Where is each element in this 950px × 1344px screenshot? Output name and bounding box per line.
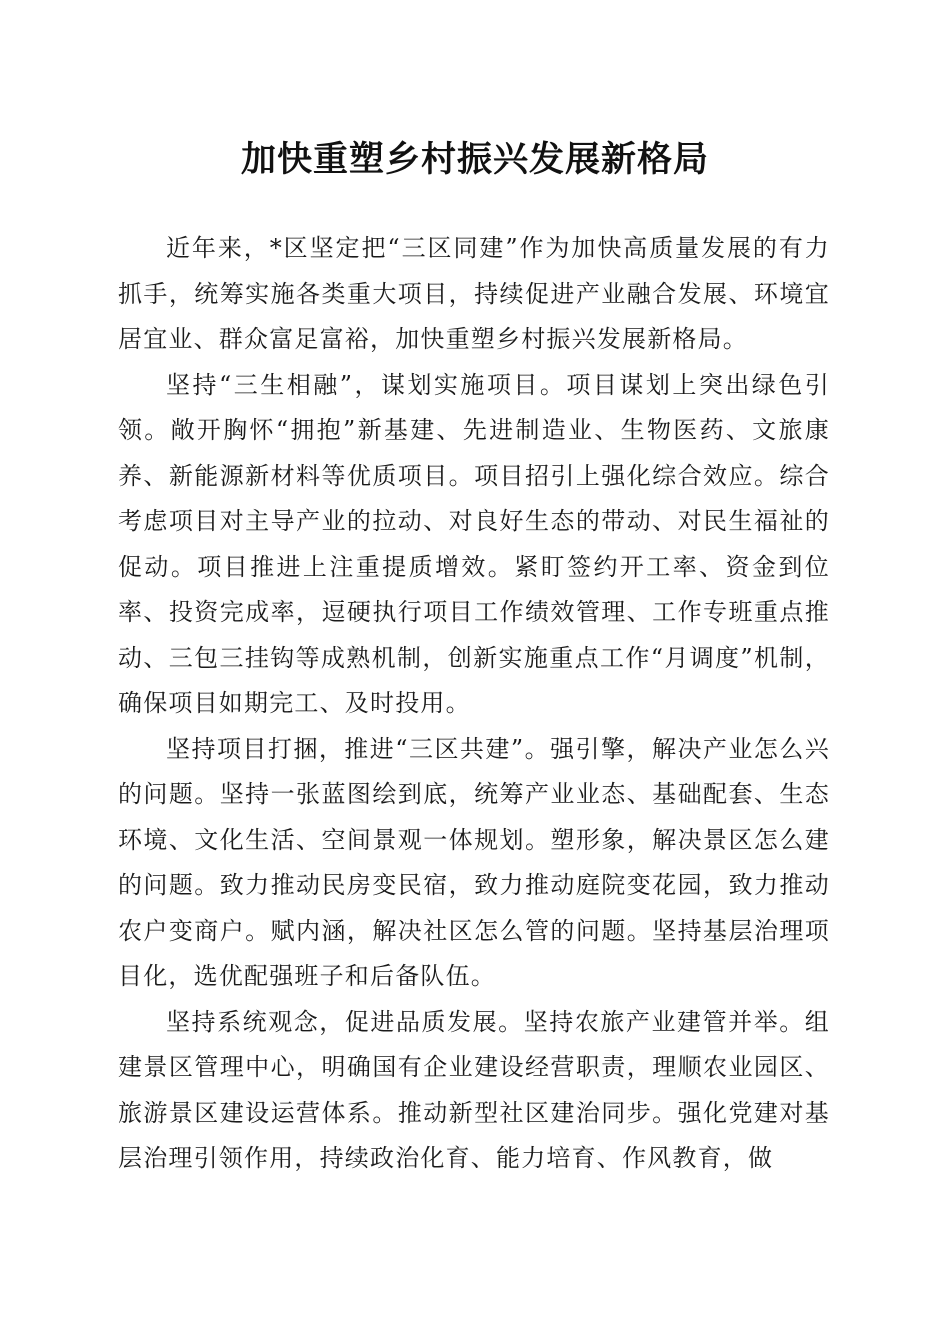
paragraph-project-planning: 坚持“三生相融”，谋划实施项目。项目谋划上突出绿色引领。敞开胸怀“拥抱”新基建、先进制造业、生物医药、文旅康养、新能源新材料等优质项目。项目招引上强化综合效应。综合考虑项目对主导产业的拉动、对良好生态的带动、对民生福祉的促动。项目推进上注重提质增效。紧盯签约开工率、资金到位率、投资完成率，逗硬执行项目工作绩效管理、工作专班重点推动、三包三挂钩等成熟机制，创新实施重点工作“月调度”机制，确保项目如期完工、及时投用。 xyxy=(118,370,830,717)
document-title: 加快重塑乡村振兴发展新格局 xyxy=(240,139,709,180)
paragraph-system-view: 坚持系统观念，促进品质发展。坚持农旅产业建管并举。组建景区管理中心，明确国有企业建设经营职责，理顺农业园区、旅游景区建设运营体系。推动新型社区建治同步。强化党建对基层治理引领作用，持续政治化育、能力培育、作风教育，做 xyxy=(118,1007,830,1172)
paragraph-intro: 近年来，*区坚定把“三区同建”作为加快高质量发展的有力抓手，统筹实施各类重大项目，持续促进产业融合发展、环境宜居宜业、群众富足富裕，加快重塑乡村振兴发展新格局。 xyxy=(118,234,830,353)
paragraph-three-zones: 坚持项目打捆，推进“三区共建”。强引擎，解决产业怎么兴的问题。坚持一张蓝图绘到底，统筹产业业态、基础配套、生态环境、文化生活、空间景观一体规划。塑形象，解决景区怎么建的问题。致力推动民房变民宿，致力推动庭院变花园，致力推动农户变商户。赋内涵，解决社区怎么管的问题。坚持基层治理项目化，选优配强班子和后备队伍。 xyxy=(118,734,830,990)
document-body xyxy=(118,226,830,1182)
